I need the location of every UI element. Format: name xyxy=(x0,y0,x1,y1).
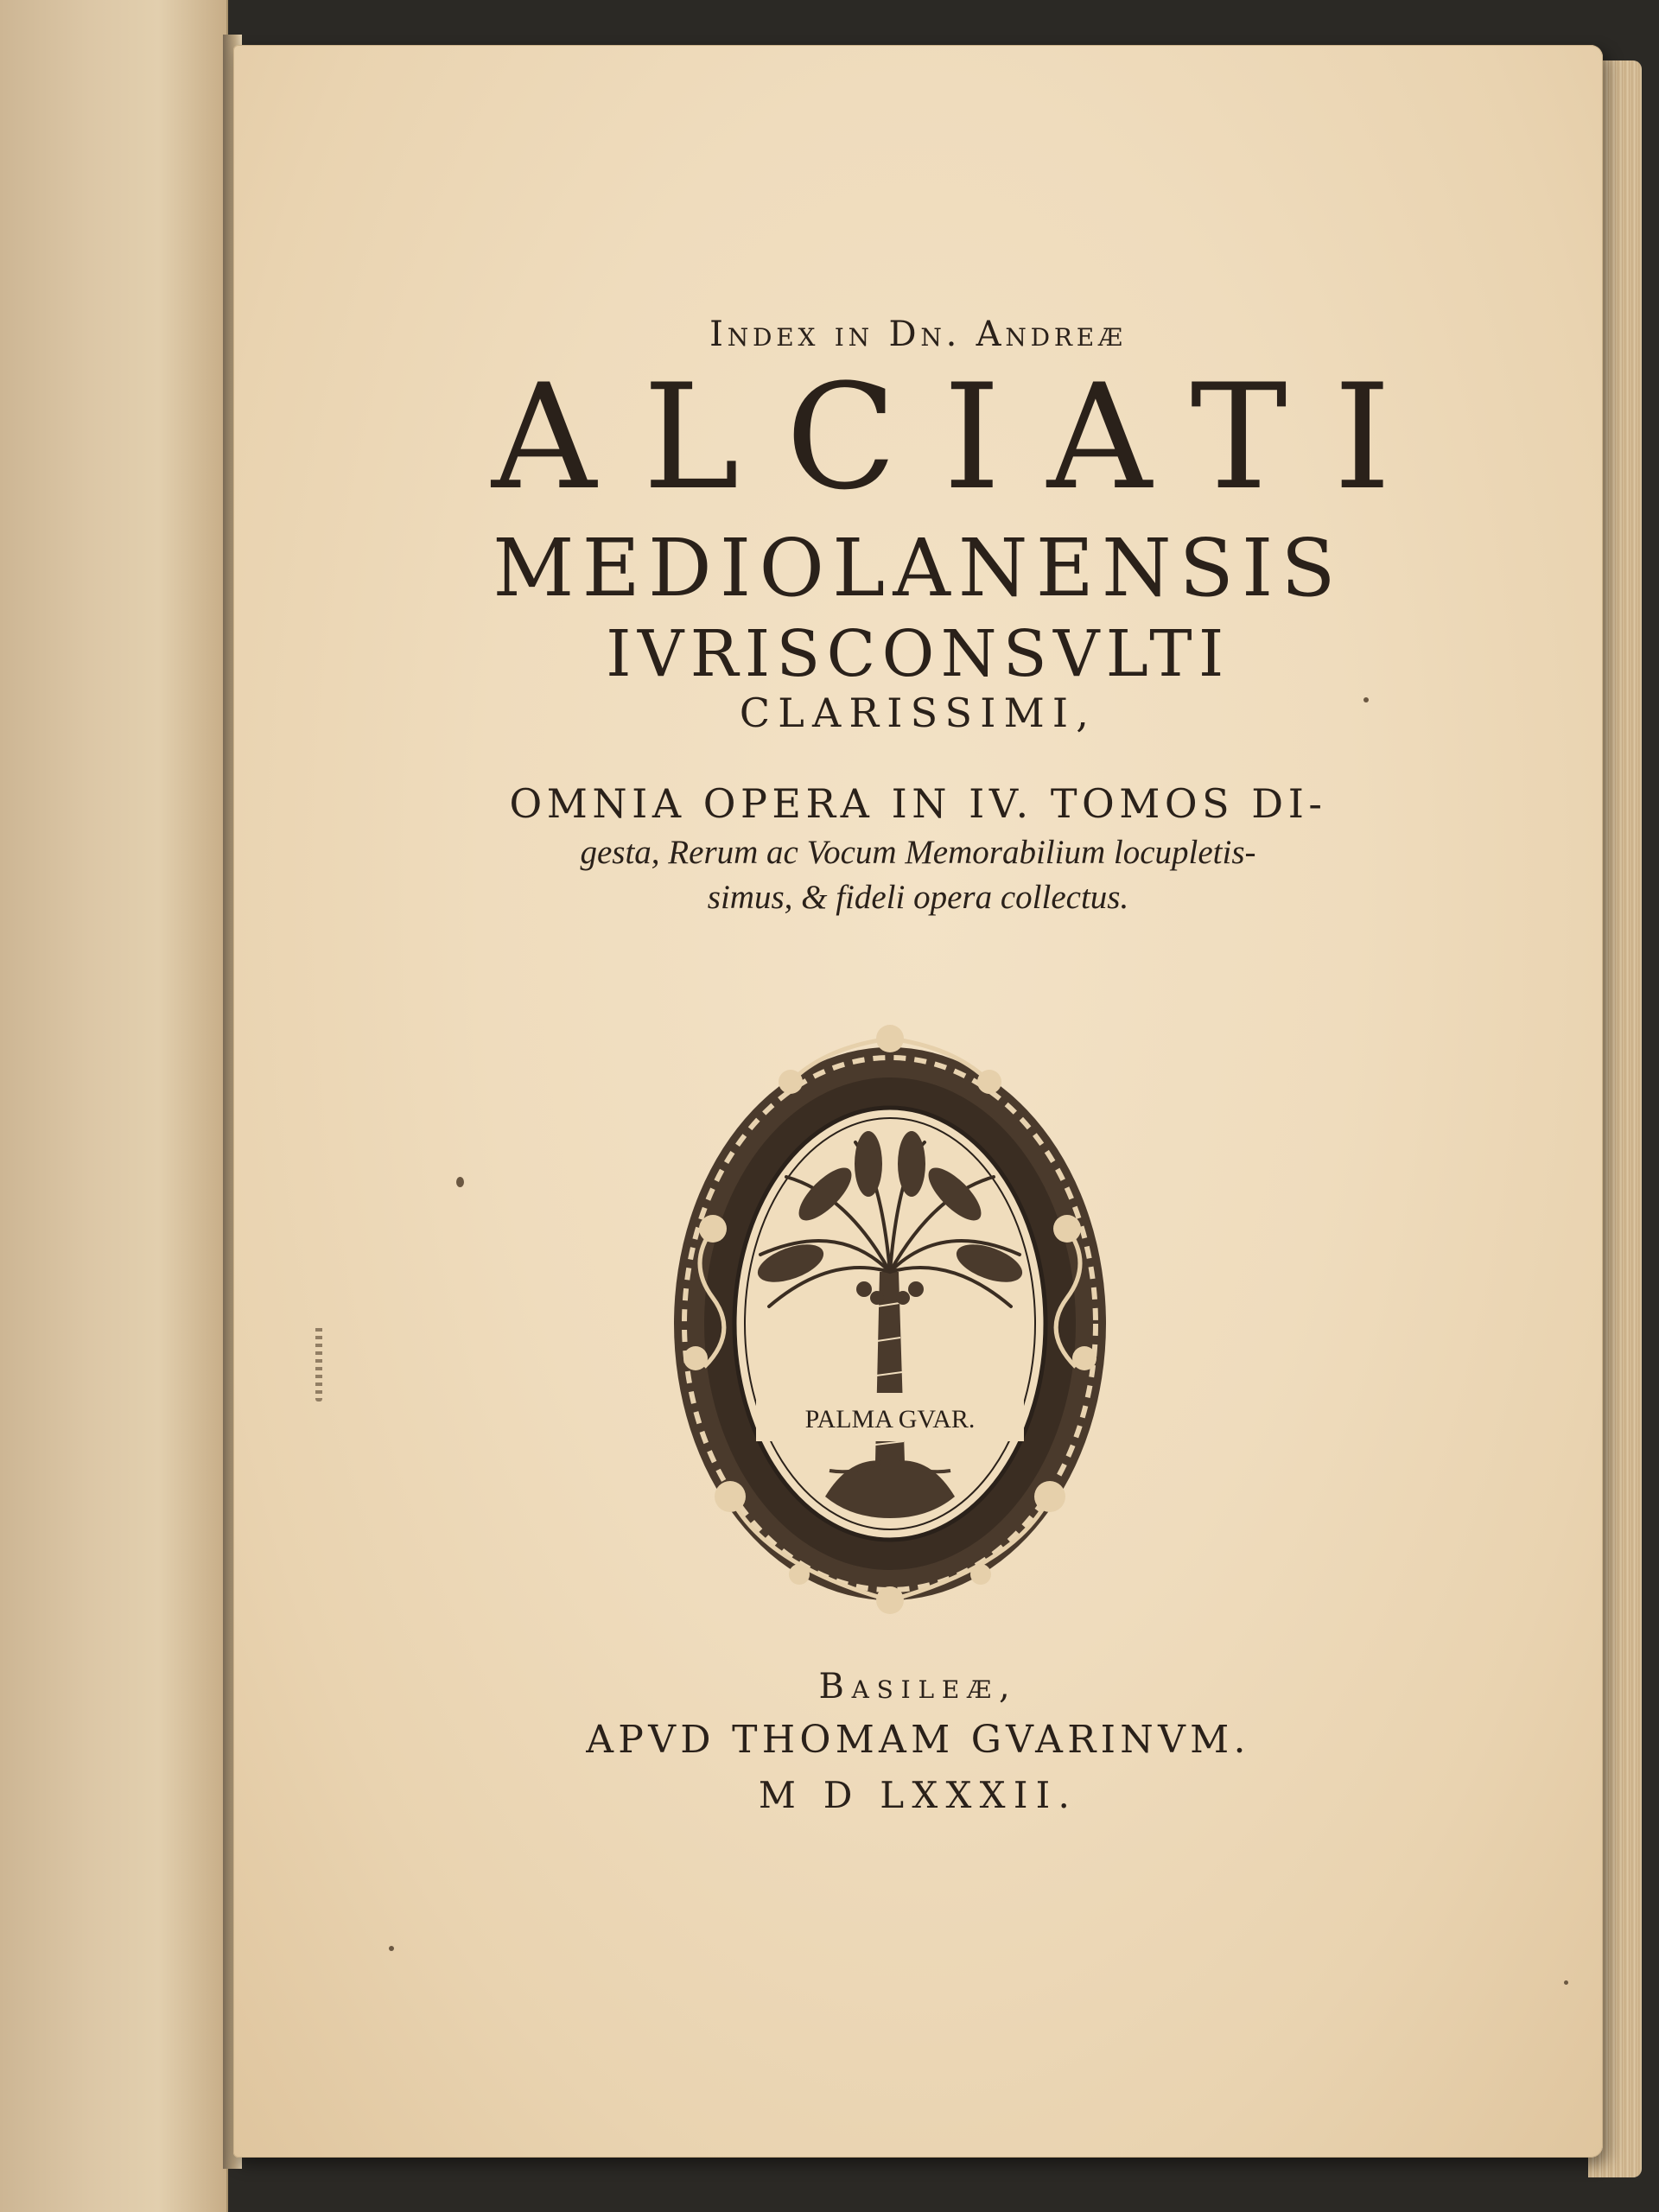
ink-offset-marks xyxy=(315,1324,322,1402)
title-line-gesta: gesta, Rerum ac Vocum Memorabilium locupletis- xyxy=(580,834,1256,871)
title-line-index: Index in Dn. Andreæ xyxy=(709,315,1127,354)
foxing-spot xyxy=(1363,697,1369,702)
left-facing-page xyxy=(0,0,228,2212)
title-line-mediolanensis: MEDIOLANENSIS xyxy=(493,522,1344,614)
title-line-iurisconsulti: IVRISCONSVLTI xyxy=(606,617,1230,691)
device-motto: PALMA GVAR. xyxy=(804,1405,976,1433)
title-page xyxy=(233,45,1603,2158)
imprint-date: M D LXXXII. xyxy=(758,1774,1078,1816)
title-author-name: ALCIATI xyxy=(491,353,1438,522)
foxing-spot xyxy=(1564,1980,1568,1985)
printer-device-palm-tree-icon xyxy=(661,1013,1119,1626)
title-line-clarissimi: CLARISSIMI, xyxy=(739,690,1097,736)
imprint-printer: APVD THOMAM GVARINVM. xyxy=(586,1718,1250,1762)
foxing-spot xyxy=(389,1946,394,1951)
imprint-place: Basileæ, xyxy=(818,1667,1018,1707)
title-line-omnia: OMNIA OPERA IN IV. TOMOS DI- xyxy=(509,780,1327,827)
title-line-simus: simus, & fideli opera collectus. xyxy=(707,879,1129,916)
foxing-spot xyxy=(456,1177,464,1187)
